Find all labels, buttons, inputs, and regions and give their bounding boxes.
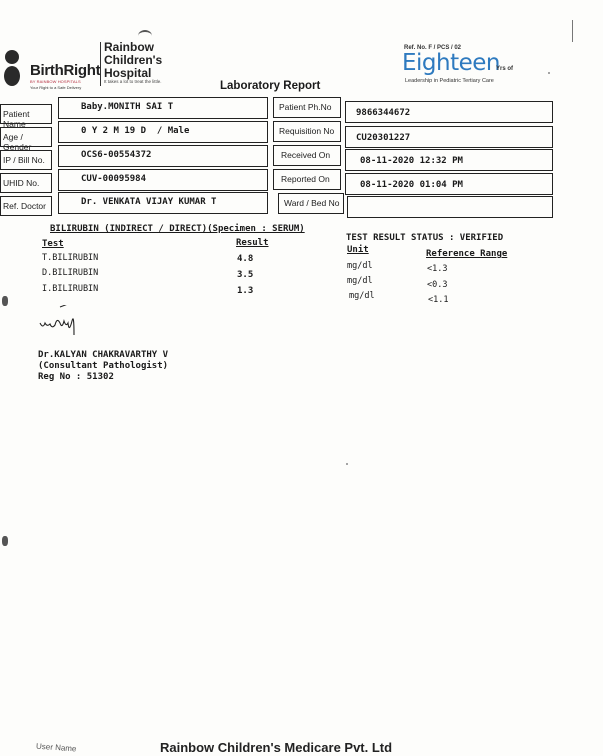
- received-label: Received On: [281, 150, 331, 160]
- row-3-result: 1.3: [237, 286, 254, 296]
- footer-user: User Name: [35, 741, 77, 754]
- punch-hole-icon: [2, 296, 8, 306]
- reported-label: Reported On: [281, 174, 330, 184]
- ward-label: Ward / Bed No: [284, 198, 340, 208]
- hospital-name: Rainbow Children's Hospital: [104, 40, 163, 80]
- received-value-box: [345, 149, 553, 171]
- requisition-value: CU20301227: [356, 133, 411, 143]
- ref-doctor-value: Dr. VENKATA VIJAY KUMAR T: [81, 197, 217, 207]
- uhid-label: UHID No.: [3, 178, 40, 188]
- result-status: TEST RESULT STATUS : VERIFIED: [346, 233, 504, 243]
- uhid-value: CUV-00095984: [81, 174, 147, 184]
- doctor-name: Dr.KALYAN CHAKRAVARTHY V: [38, 350, 169, 360]
- ref-doctor-label-box: [0, 196, 52, 216]
- row-1-unit: mg/dl: [347, 261, 373, 271]
- col-header-range: Reference Range: [426, 249, 508, 259]
- uhid-label-box: [0, 173, 52, 193]
- requisition-label: Requisition No: [279, 126, 335, 136]
- birthright-logo-dot-icon: [5, 50, 19, 64]
- edge-scratch: [572, 20, 573, 42]
- reported-value: 08-11-2020 01:04 PM: [360, 180, 463, 190]
- eighteen-logo: Eighteen: [402, 50, 500, 76]
- requisition-value-box: [345, 126, 553, 148]
- row-1-range: <1.3: [427, 264, 448, 274]
- ward-label-box: [278, 193, 344, 214]
- row-1-result: 4.8: [237, 254, 254, 264]
- requisition-label-box: [273, 121, 341, 142]
- uhid-value-box: [58, 169, 268, 191]
- phone-value-box: [345, 101, 553, 123]
- speck: [548, 72, 550, 74]
- phone-value: 9866344672: [356, 108, 411, 118]
- row-2-test: D.BILIRUBIN: [42, 268, 99, 278]
- speck: [346, 463, 348, 465]
- reported-value-box: [345, 173, 553, 195]
- doctor-title: (Consultant Pathologist): [38, 361, 169, 371]
- ip-value-box: [58, 145, 268, 167]
- patient-name-value-box: [58, 97, 268, 119]
- hospital-tagline: It takes a lot to treat the little.: [104, 79, 162, 84]
- row-1-test: T.BILIRUBIN: [42, 253, 99, 263]
- eighteen-years: Yrs of: [496, 66, 514, 72]
- brand-name: BirthRight: [30, 62, 101, 79]
- row-2-unit: mg/dl: [347, 276, 373, 286]
- row-3-unit: mg/dl: [349, 291, 375, 301]
- ip-bill-value: OCS6-00554372: [81, 150, 152, 160]
- received-label-box: [273, 145, 341, 166]
- row-3-test: I.BILIRUBIN: [42, 284, 99, 294]
- phone-label: Patient Ph.No: [279, 102, 332, 112]
- logo-divider: [100, 42, 101, 86]
- age-value-box: [58, 121, 268, 143]
- doctor-reg: Reg No : 51302: [38, 372, 114, 382]
- age-gender-value: 0 Y 2 M 19 D / Male: [81, 126, 190, 136]
- col-header-result: Result: [236, 238, 269, 248]
- brand-tagline: Your Right to a Safe Delivery: [30, 85, 82, 90]
- footer-company: Rainbow Children's Medicare Pvt. Ltd: [160, 740, 393, 755]
- punch-hole-icon: [2, 536, 8, 546]
- age-label-box: [0, 127, 52, 152]
- ref-doctor-value-box: [58, 192, 268, 214]
- ref-number: Ref. No. F / PCS / 02: [404, 45, 462, 51]
- patient-name-label: Patient Name: [3, 109, 30, 129]
- row-3-range: <1.1: [428, 295, 449, 305]
- age-gender-label: Age / Gender: [3, 132, 32, 152]
- signature-icon: [38, 305, 88, 345]
- col-header-test: Test: [42, 239, 64, 249]
- eighteen-tagline: Leadership in Pediatric Tertiary Care: [405, 78, 494, 84]
- section-title: BILIRUBIN (INDIRECT / DIRECT)(Specimen : SERUM): [50, 224, 305, 234]
- row-2-result: 3.5: [237, 270, 254, 280]
- ref-doctor-label: Ref. Doctor: [3, 201, 46, 211]
- birthright-logo-body-icon: [4, 66, 20, 86]
- row-2-range: <0.3: [427, 280, 448, 290]
- received-value: 08-11-2020 12:32 PM: [360, 156, 463, 166]
- patient-name-value: Baby.MONITH SAI T: [81, 102, 174, 112]
- reported-label-box: [273, 169, 341, 190]
- ip-label-box: [0, 150, 52, 170]
- patient-name-label-box: [0, 104, 52, 129]
- ward-value-box: [347, 196, 553, 218]
- ip-bill-label: IP / Bill No.: [3, 155, 45, 165]
- report-title: Laboratory Report: [220, 80, 321, 92]
- phone-label-box: [273, 97, 341, 118]
- col-header-unit: Unit: [347, 245, 369, 255]
- brand-subtitle: BY RAINBOW HOSPITALS: [30, 79, 81, 84]
